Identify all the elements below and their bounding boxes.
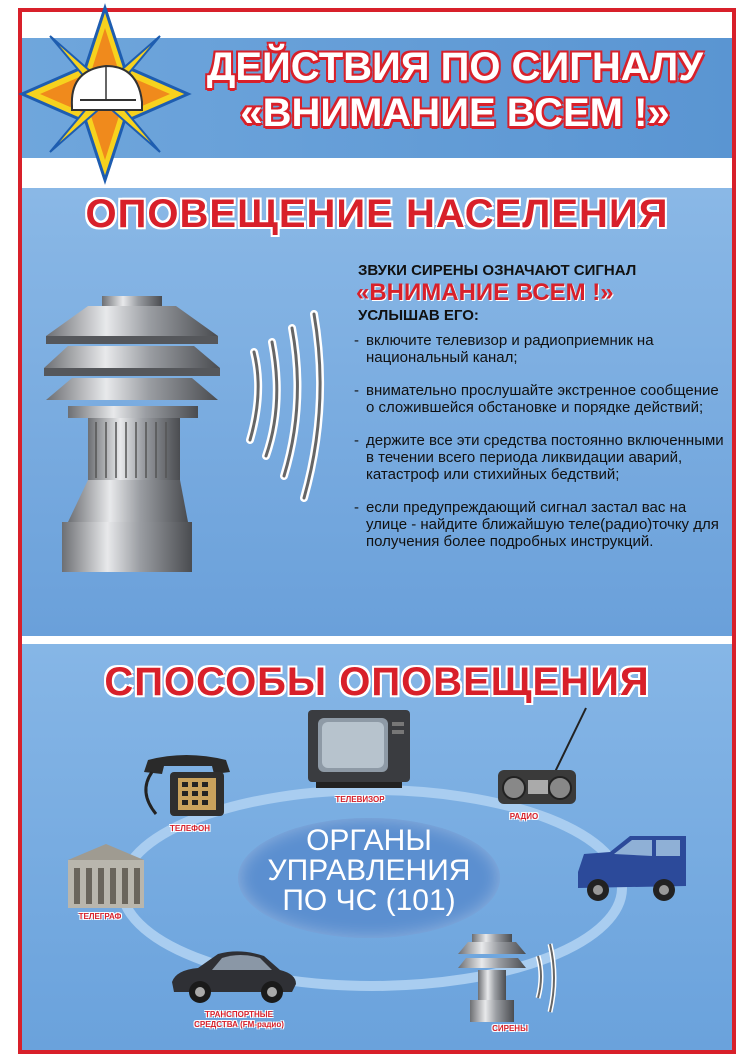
signal-name: «ВНИМАНИЕ ВСЕМ !» bbox=[356, 279, 614, 306]
mchs-emblem-icon bbox=[20, 6, 190, 182]
instruction-item: - включите телевизор и радиоприемник на национальный канал; bbox=[352, 332, 724, 366]
instructions-heard: УСЛЫШАВ ЕГО: bbox=[358, 307, 479, 324]
title-line-2: «ВНИМАНИЕ ВСЕМ !» bbox=[240, 91, 670, 135]
instructions-block bbox=[352, 262, 724, 566]
phone-icon bbox=[134, 752, 238, 822]
label-sirens: СИРЕНЫ bbox=[492, 1024, 528, 1033]
label-transport bbox=[172, 1010, 306, 1030]
section-title-notification: ОПОВЕЩЕНИЕ НАСЕЛЕНИЯ bbox=[85, 192, 669, 236]
label-tv: ТЕЛЕВИЗОР bbox=[335, 795, 385, 804]
label-phone: ТЕЛЕФОН bbox=[170, 824, 210, 833]
label-telegraph: ТЕЛЕГРАФ bbox=[78, 912, 122, 921]
tv-icon bbox=[306, 708, 412, 790]
van-icon bbox=[570, 828, 690, 906]
siren-icon bbox=[28, 296, 228, 576]
instruction-item: - внимательно прослушайте экстренное сообщение о сложившейся обстановке и порядке действий; bbox=[352, 382, 724, 416]
radio-icon bbox=[494, 704, 590, 810]
instruction-item: - держите все эти средства постоянно включенными в течении всего периода ликвидации аварий, катастроф или стихийных бедствий; bbox=[352, 432, 724, 483]
sound-wave-icon bbox=[242, 308, 332, 508]
instructions-lead: ЗВУКИ СИРЕНЫ ОЗНАЧАЮТ СИГНАЛ bbox=[358, 262, 637, 279]
center-line-1: ОРГАНЫ bbox=[306, 824, 432, 857]
label-transport-line-1: ТРАНСПОРТНЫЕ bbox=[205, 1010, 273, 1019]
instruction-item: - если предупреждающий сигнал застал вас на улице - найдите ближайшую теле(радио)точку для получения более подробных инструкций. bbox=[352, 499, 724, 550]
label-radio: РАДИО bbox=[509, 812, 539, 821]
page-title bbox=[180, 44, 730, 136]
car-icon bbox=[168, 942, 300, 1006]
telegraph-building-icon bbox=[66, 840, 146, 910]
center-line-3: ПО ЧС (101) bbox=[282, 884, 456, 917]
small-siren-icon bbox=[458, 930, 568, 1026]
title-line-1: ДЕЙСТВИЯ ПО СИГНАЛУ bbox=[206, 45, 704, 89]
center-label bbox=[238, 826, 500, 916]
label-transport-line-2: СРЕДСТВА (FM-радио) bbox=[194, 1020, 284, 1029]
center-line-2: УПРАВЛЕНИЯ bbox=[267, 854, 471, 887]
section-title-methods: СПОСОБЫ ОПОВЕЩЕНИЯ bbox=[104, 660, 650, 704]
